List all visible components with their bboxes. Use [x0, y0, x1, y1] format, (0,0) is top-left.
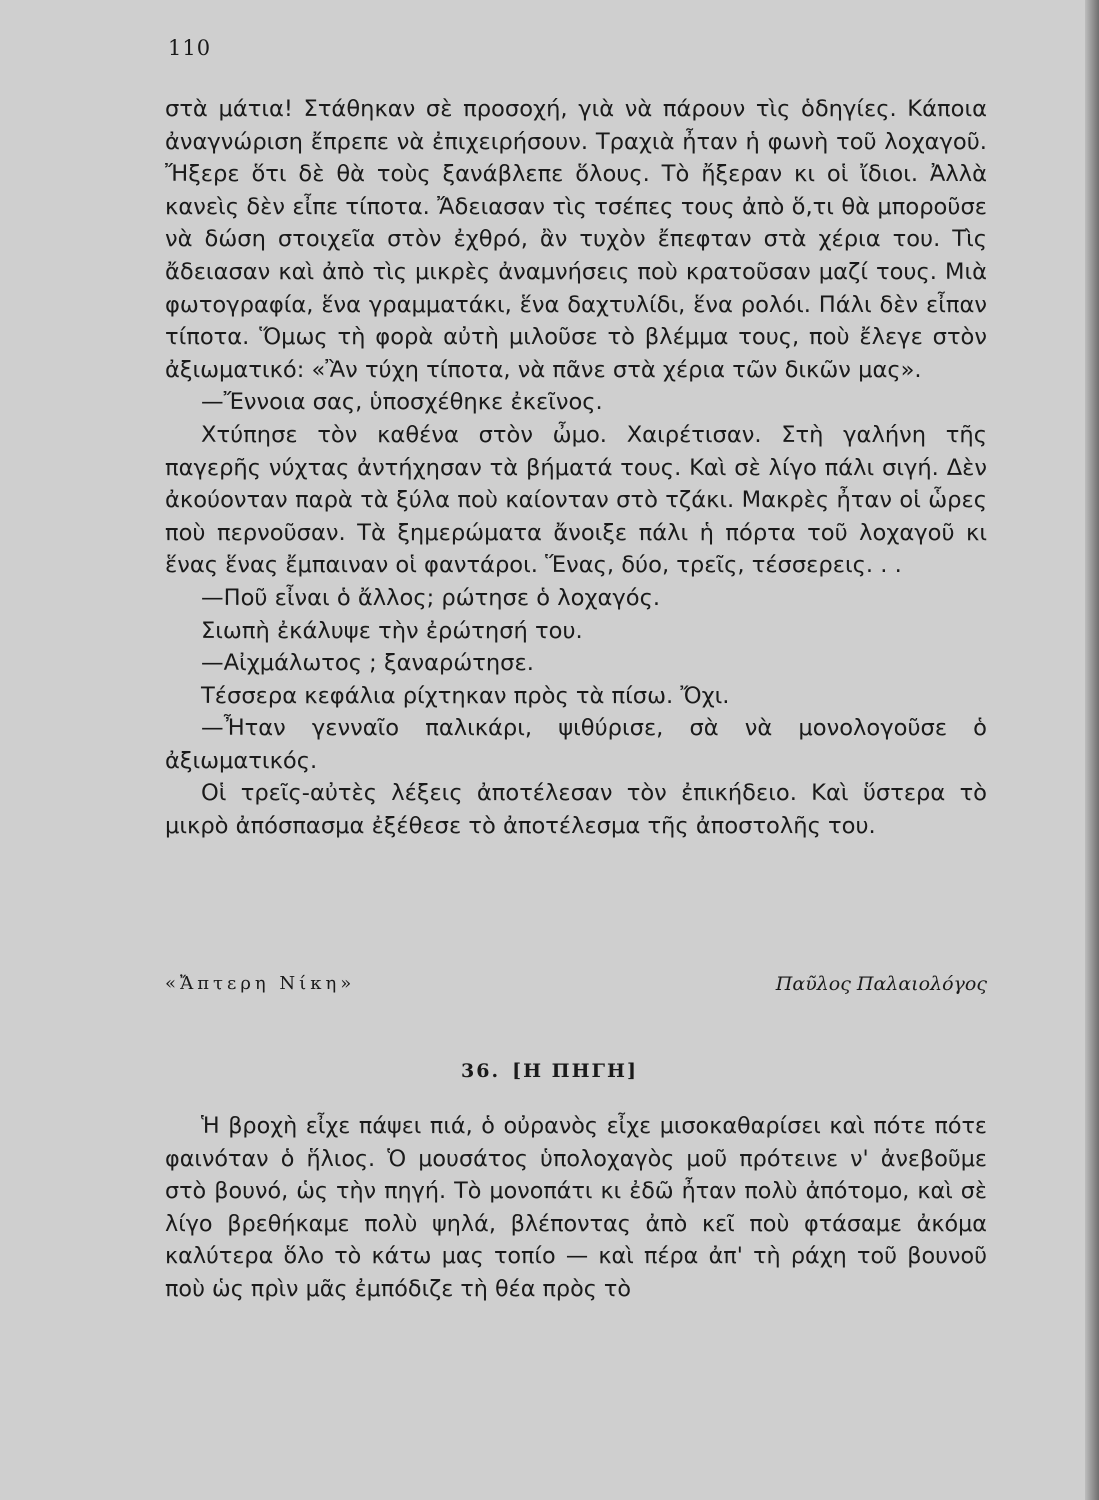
paragraph: —Ἦταν γενναῖο παλικάρι, ψιθύρισε, σὰ νὰ μονολογοῦσε ὁ ἀξιωματικός. [165, 715, 987, 774]
paragraph: Σιωπὴ ἐκάλυψε τὴν ἐρώτησή του. [201, 617, 583, 644]
section-heading [0, 1060, 1099, 1082]
page-edge-shadow [1085, 0, 1099, 1500]
paragraph: Χτύπησε τὸν καθένα στὸν ὦμο. Χαιρέτισαν. Στὴ γαλήνη τῆς παγερῆς νύχτας ἀντήχησαν τὰ βήματά τους. Καὶ σὲ λίγο πάλι σιγή. Δὲν ἀκούονταν παρὰ τὰ ξύλα ποὺ καίονταν στὸ τζάκι. Μακρὲς ἦταν οἱ ὧρες ποὺ περνοῦσαν. Τὰ ξημερώματα ἄνοιξε πάλι ἡ πόρτα τοῦ λοχαγοῦ κι ἕνας ἕνας ἔμπαιναν οἱ φαντάροι. Ἕνας, δύο, τρεῖς, τέσσερεις. . . [165, 421, 987, 579]
section-title: [Η ΠΗΓΗ] [512, 1060, 638, 1082]
source-author: Παῦλος Παλαιολόγος [775, 973, 987, 995]
paragraph: —Ποῦ εἶναι ὁ ἄλλος; ρώτησε ὁ λοχαγός. [201, 584, 661, 611]
source-citation [165, 973, 987, 1003]
section-number: 36. [461, 1060, 501, 1082]
paragraph: Οἱ τρεῖς-αὐτὲς λέξεις ἀποτέλεσαν τὸν ἐπικήδειο. Καὶ ὕστερα τὸ μικρὸ ἀπόσπασμα ἐξέθεσε τὸ ἀποτέλεσμα τῆς ἀποστολῆς του. [165, 780, 987, 840]
paragraph: στὰ μάτια! Στάθηκαν σὲ προσοχή, γιὰ νὰ πάρουν τὶς ὁδηγίες. Κάποια ἀναγνώριση ἔπρεπε νὰ ἐπιχειρήσουν. Τραχιὰ ἦταν ἡ φωνὴ τοῦ λοχαγοῦ. Ἤξερε ὅτι δὲ θὰ τοὺς ξανάβλεπε ὅλους. Τὸ ἤξεραν κι οἱ ἴδιοι. Ἀλλὰ κανεὶς δὲν εἶπε τίποτα. Ἄδειασαν τὶς τσέπες τους ἀπὸ ὅ,τι θὰ μποροῦσε νὰ δώση στοιχεῖα στὸν ἐχθρό, ἂν τυχὸν ἔπεφταν στὰ χέρια του. Τὶς ἄδειασαν καὶ ἀπὸ τὶς μικρὲς ἀναμνήσεις ποὺ κρατοῦσαν μαζί τους. Μιὰ φωτογραφία, ἕνα γραμματάκι, ἕνα δαχτυλίδι, ἕνα ρολόι. Πάλι δὲν εἶπαν τίποτα. Ὅμως τὴ φορὰ αὐτὴ μιλοῦσε τὸ βλέμμα τους, ποὺ ἔλεγε στὸν ἀξιωματικό: «Ἂν τύχη τίποτα, νὰ πᾶνε στὰ χέρια τῶν δικῶν μας». [165, 96, 987, 383]
main-text-block [165, 93, 987, 843]
page-number: 110 [168, 36, 212, 60]
paragraph: Ἡ βροχὴ εἶχε πάψει πιά, ὁ οὐρανὸς εἶχε μισοκαθαρίσει καὶ πότε πότε φαινόταν ὁ ἥλιος. Ὁ μουσάτος ὑπολοχαγὸς μοῦ πρότεινε ν' ἀνεβοῦμε στὸ βουνό, ὡς τὴν πηγή. Τὸ μονοπάτι κι ἐδῶ ἦταν πολὺ ἀπότομο, καὶ σὲ λίγο βρεθήκαμε πολὺ ψηλά, βλέποντας ἀπὸ κεῖ ποὺ φτάσαμε ἀκόμα καλύτερα ὅλο τὸ κάτω μας τοπίο — καὶ πέρα ἀπ' τὴ ράχη τοῦ βουνοῦ ποὺ ὡς πρὶν μᾶς ἐμπόδιζε τὴ θέα πρὸς τὸ [165, 1113, 987, 1302]
section-text-block [165, 1110, 987, 1306]
paragraph: —Αἰχμάλωτος ; ξαναρώτησε. [201, 650, 534, 677]
source-title: «Ἄπτερη Νίκη» [165, 973, 356, 994]
paragraph: —Ἔννοια σας, ὑποσχέθηκε ἐκεῖνος. [201, 389, 603, 416]
paragraph: Τέσσερα κεφάλια ρίχτηκαν πρὸς τὰ πίσω. Ὄχι. [201, 682, 730, 709]
